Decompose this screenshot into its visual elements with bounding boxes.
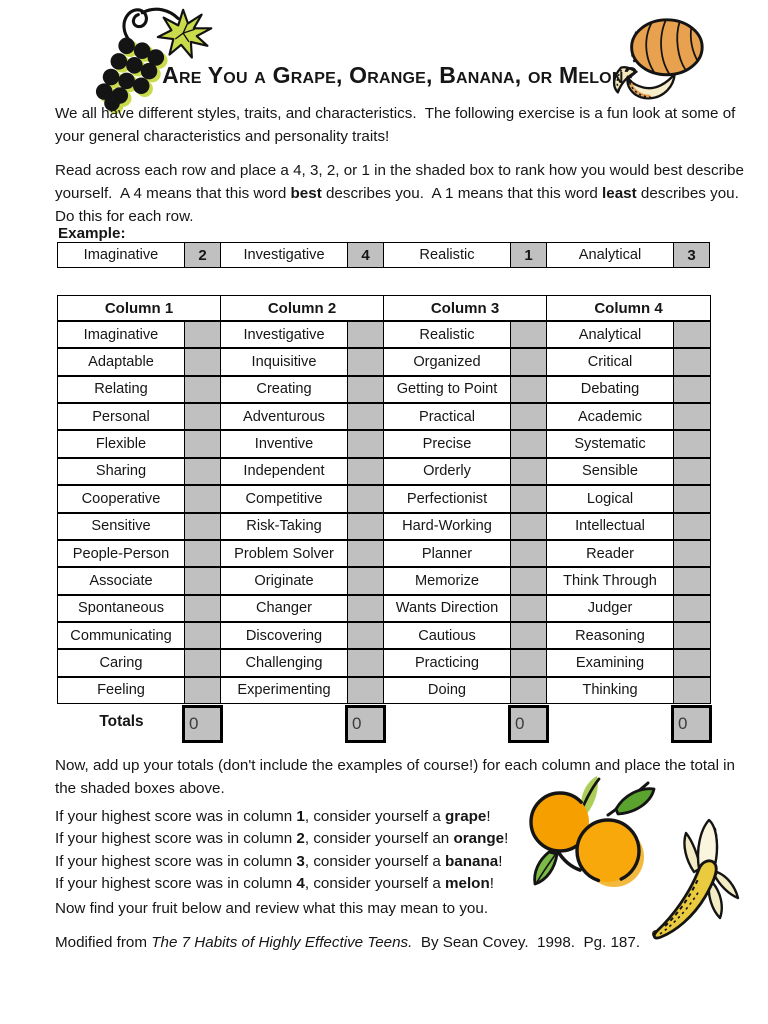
score-line-number: 3 — [296, 852, 305, 870]
rank-input-box[interactable] — [511, 459, 547, 484]
table-row — [58, 621, 710, 648]
rank-input-box[interactable] — [674, 431, 710, 456]
word-cell: Critical — [547, 349, 674, 374]
rank-input-box[interactable] — [185, 459, 221, 484]
word-cell: Changer — [221, 596, 348, 621]
word-cell: Creating — [221, 377, 348, 402]
column-header: Column 3 — [384, 296, 547, 320]
word-cell: Wants Direction — [384, 596, 511, 621]
rank-input-box[interactable] — [348, 623, 384, 648]
score-line-text: If your highest score was in column — [55, 830, 297, 848]
rank-input-box[interactable] — [674, 459, 710, 484]
rank-input-box[interactable] — [674, 404, 710, 429]
rank-input-box[interactable] — [185, 596, 221, 621]
rank-input-box[interactable] — [348, 678, 384, 703]
word-cell: Spontaneous — [58, 596, 185, 621]
example-rank-cell: 4 — [348, 243, 384, 267]
example-rank-cell: 2 — [185, 243, 221, 267]
instructions-bold-least: least — [602, 184, 637, 202]
word-cell: Systematic — [547, 431, 674, 456]
rank-input-box[interactable] — [511, 377, 547, 402]
word-cell: Doing — [384, 678, 511, 703]
word-cell: Examining — [547, 650, 674, 675]
attribution-book-title: The 7 Habits of Highly Effective Teens. — [151, 934, 413, 951]
word-cell: Experimenting — [221, 678, 348, 703]
rank-input-box[interactable] — [511, 404, 547, 429]
word-cell: Investigative — [221, 322, 348, 347]
word-cell: Inquisitive — [221, 349, 348, 374]
rank-input-box[interactable] — [511, 541, 547, 566]
instructions-text: describes you. A 1 means that this word — [321, 184, 603, 202]
rank-input-box[interactable] — [185, 568, 221, 593]
rank-input-box[interactable] — [674, 349, 710, 374]
score-line-number: 1 — [296, 808, 305, 825]
score-line-text: , consider yourself an — [304, 830, 454, 848]
rank-input-box[interactable] — [674, 568, 710, 593]
attribution-line — [55, 932, 747, 955]
total-box[interactable]: 0 — [345, 705, 386, 743]
rank-input-box[interactable] — [511, 431, 547, 456]
word-cell: Practical — [384, 404, 511, 429]
word-cell: Analytical — [547, 322, 674, 347]
word-cell: Organized — [384, 349, 511, 374]
intro-paragraph: We all have different styles, traits, and characteristics. The following exercise is a fun look at some of your general characteristics and personality traits! — [55, 105, 740, 145]
total-box[interactable]: 0 — [182, 705, 223, 743]
rank-input-box[interactable] — [185, 623, 221, 648]
score-line-number: 2 — [296, 830, 305, 848]
rank-input-box[interactable] — [511, 568, 547, 593]
table-row — [58, 648, 710, 675]
word-cell: Judger — [547, 596, 674, 621]
example-rank-cell: 3 — [674, 243, 709, 267]
example-word-cell: Analytical — [547, 243, 674, 267]
word-cell: Reasoning — [547, 623, 674, 648]
word-cell: Imaginative — [58, 322, 185, 347]
table-row — [58, 402, 710, 429]
rank-input-box[interactable] — [674, 486, 710, 511]
rank-input-box[interactable] — [511, 623, 547, 648]
word-cell: Discovering — [221, 623, 348, 648]
score-line-text: , consider yourself a — [304, 852, 446, 870]
score-lines — [55, 806, 508, 896]
rank-input-box[interactable] — [674, 541, 710, 566]
rank-input-box[interactable] — [185, 404, 221, 429]
rank-input-box[interactable] — [185, 322, 221, 347]
word-cell: Sensitive — [58, 514, 185, 539]
table-row — [58, 539, 710, 566]
total-box[interactable]: 0 — [508, 705, 549, 743]
score-line-text: If your highest score was in column — [55, 808, 297, 825]
word-cell: Cautious — [384, 623, 511, 648]
melon-illustration — [610, 12, 712, 110]
word-cell: Personal — [58, 404, 185, 429]
example-label: Example: — [58, 225, 126, 242]
rank-input-box[interactable] — [185, 377, 221, 402]
column-header: Column 4 — [594, 299, 663, 317]
column-header: Column 2 — [221, 296, 384, 320]
word-cell: Adaptable — [58, 349, 185, 374]
score-line-fruit: orange — [453, 830, 505, 848]
score-line-text: ! — [504, 830, 509, 848]
word-cell: Relating — [58, 377, 185, 402]
rank-input-box[interactable] — [511, 322, 547, 347]
rank-input-box[interactable] — [348, 596, 384, 621]
word-cell: Flexible — [58, 431, 185, 456]
word-cell: Sensible — [547, 459, 674, 484]
rank-input-box[interactable] — [348, 568, 384, 593]
instructions-paragraph — [55, 160, 747, 228]
ranking-table-header — [58, 296, 710, 320]
word-cell: Academic — [547, 404, 674, 429]
score-line-text: ! — [489, 875, 494, 893]
rank-input-box[interactable] — [511, 514, 547, 539]
rank-input-box[interactable] — [511, 596, 547, 621]
column-header: Column 1 — [58, 296, 221, 320]
rank-input-box[interactable] — [348, 322, 384, 347]
table-row — [58, 676, 710, 703]
word-cell: Debating — [547, 377, 674, 402]
example-rank-cell: 1 — [511, 243, 547, 267]
grapes-illustration — [82, 2, 217, 114]
rank-input-box[interactable] — [674, 322, 710, 347]
score-line-fruit: melon — [445, 875, 490, 893]
rank-input-box[interactable] — [511, 650, 547, 675]
table-row — [58, 484, 710, 511]
word-cell: Competitive — [221, 486, 348, 511]
rank-input-box[interactable] — [348, 486, 384, 511]
rank-input-box[interactable] — [348, 431, 384, 456]
rank-input-box[interactable] — [674, 514, 710, 539]
score-line-fruit: banana — [445, 852, 499, 870]
rank-input-box[interactable] — [185, 486, 221, 511]
word-cell: Caring — [58, 650, 185, 675]
score-line — [55, 851, 508, 873]
rank-input-box[interactable] — [185, 514, 221, 539]
example-table — [57, 242, 710, 268]
word-cell: Realistic — [384, 322, 511, 347]
total-box[interactable]: 0 — [671, 705, 712, 743]
word-cell: Memorize — [384, 568, 511, 593]
rank-input-box[interactable] — [348, 349, 384, 374]
rank-input-box[interactable] — [348, 541, 384, 566]
rank-input-box[interactable] — [185, 431, 221, 456]
rank-input-box[interactable] — [511, 678, 547, 703]
word-cell: Thinking — [547, 678, 674, 703]
banana-illustration — [645, 815, 755, 950]
find-fruit-paragraph: Now find your fruit below and review what this may mean to you. — [55, 900, 489, 917]
word-cell: Orderly — [384, 459, 511, 484]
sum-instruction-paragraph: Now, add up your totals (don't include the examples of course!) for each column and place the total in the shaded boxes above. — [55, 757, 740, 797]
table-row — [58, 457, 710, 484]
example-word-cell: Investigative — [221, 243, 348, 267]
word-cell: Cooperative — [58, 486, 185, 511]
table-row — [58, 594, 710, 621]
word-cell: Risk-Taking — [221, 514, 348, 539]
word-cell: Planner — [384, 541, 511, 566]
word-cell: Inventive — [221, 431, 348, 456]
word-cell: Sharing — [58, 459, 185, 484]
rank-input-box[interactable] — [348, 404, 384, 429]
word-cell: Feeling — [58, 678, 185, 703]
oranges-illustration — [522, 775, 657, 893]
rank-input-box[interactable] — [185, 349, 221, 374]
word-cell: Intellectual — [547, 514, 674, 539]
table-row — [58, 566, 710, 593]
score-line-text: , consider yourself a — [304, 808, 446, 825]
score-line-text: ! — [498, 852, 503, 870]
rank-input-box[interactable] — [511, 486, 547, 511]
rank-input-box[interactable] — [185, 541, 221, 566]
rank-input-box[interactable] — [511, 349, 547, 374]
rank-input-box[interactable] — [348, 514, 384, 539]
word-cell: Associate — [58, 568, 185, 593]
score-line-text: If your highest score was in column — [55, 852, 297, 870]
score-line-text: If your highest score was in column — [55, 875, 297, 893]
score-line-number: 4 — [296, 875, 305, 893]
rank-input-box[interactable] — [348, 377, 384, 402]
table-row — [58, 347, 710, 374]
score-line — [55, 806, 508, 828]
score-line-text: ! — [486, 808, 491, 825]
word-cell: Problem Solver — [221, 541, 348, 566]
rank-input-box[interactable] — [185, 678, 221, 703]
word-cell: Adventurous — [221, 404, 348, 429]
rank-input-box[interactable] — [674, 650, 710, 675]
example-word-cell: Realistic — [384, 243, 511, 267]
rank-input-box[interactable] — [185, 650, 221, 675]
example-word-cell: Imaginative — [58, 243, 185, 267]
totals-label: Totals — [99, 713, 144, 730]
word-cell: Practicing — [384, 650, 511, 675]
rank-input-box[interactable] — [348, 459, 384, 484]
rank-input-box[interactable] — [674, 377, 710, 402]
instructions-text: Read across each row and place a 4, 3, 2, or 1 in the shaded box to rank how you would best describe yourself. A 4 means that this word — [55, 162, 749, 202]
word-cell: Think Through — [547, 568, 674, 593]
table-row — [58, 429, 710, 456]
score-line — [55, 828, 508, 850]
table-row — [58, 512, 710, 539]
rank-input-box[interactable] — [674, 678, 710, 703]
totals-row — [57, 704, 711, 748]
score-line — [55, 873, 508, 895]
score-line-fruit: grape — [445, 808, 487, 825]
word-cell: Communicating — [58, 623, 185, 648]
word-cell: Hard-Working — [384, 514, 511, 539]
word-cell: Challenging — [221, 650, 348, 675]
word-cell: Independent — [221, 459, 348, 484]
word-cell: Logical — [547, 486, 674, 511]
word-cell: Originate — [221, 568, 348, 593]
table-row — [58, 375, 710, 402]
page-title: Are You a Grape, Orange, Banana, or Melon? — [162, 62, 638, 88]
word-cell: Reader — [547, 541, 674, 566]
ranking-table-body — [58, 320, 710, 703]
attribution-prefix: Modified from — [55, 934, 152, 951]
rank-input-box[interactable] — [674, 623, 710, 648]
table-row — [58, 320, 710, 347]
rank-input-box[interactable] — [674, 596, 710, 621]
attribution-suffix: By Sean Covey. 1998. Pg. 187. — [412, 934, 641, 951]
word-cell: People-Person — [58, 541, 185, 566]
word-cell: Getting to Point — [384, 377, 511, 402]
instructions-bold-best: best — [290, 184, 322, 202]
score-line-text: , consider yourself a — [304, 875, 446, 893]
word-cell: Perfectionist — [384, 486, 511, 511]
rank-input-box[interactable] — [348, 650, 384, 675]
instructions-text: describes you. Do this for each row. — [55, 184, 748, 225]
ranking-table — [57, 295, 711, 704]
word-cell: Precise — [384, 431, 511, 456]
